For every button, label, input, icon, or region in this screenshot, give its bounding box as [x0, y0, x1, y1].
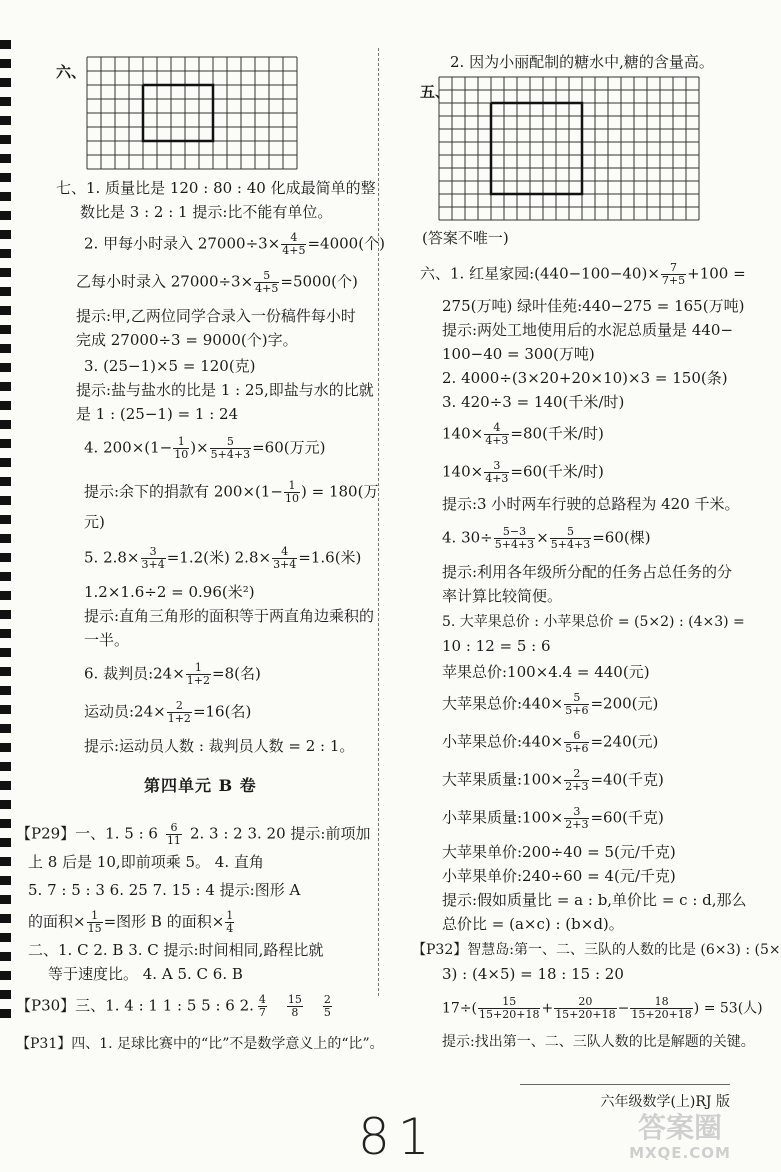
r6-5-small-price: 小苹果单价:240÷60 = 4(元/千克): [442, 867, 676, 885]
fraction: [478, 996, 540, 1021]
numerator: 20: [554, 996, 616, 1009]
denominator: 8: [291, 1006, 299, 1019]
b1-line-4: [28, 910, 235, 935]
r6-3-hint: 提示:3 小时两车行驶的总路程为 420 千米。: [442, 495, 740, 513]
big-mass-text: 大苹果质量:100×: [442, 770, 564, 789]
r6-5-big-mass: [442, 768, 664, 793]
formula-plus: +: [541, 1000, 554, 1017]
r6-5-small-total: [442, 730, 658, 755]
numerator: 6: [166, 822, 182, 835]
binding-hole: [0, 496, 11, 505]
b1-line-2: 上 8 后是 10,即前项乘 5。 4. 直角: [28, 853, 264, 871]
grid-note: (答案不唯一): [422, 229, 509, 247]
fraction: [564, 692, 589, 717]
r6-3b-result: =80(千米/时): [510, 424, 604, 443]
binding-hole: [0, 344, 11, 353]
fraction: [284, 480, 300, 505]
handwritten-page-number: 81: [358, 1108, 438, 1166]
fraction: [630, 996, 692, 1021]
fraction: [258, 994, 267, 1019]
numerator: 4: [281, 232, 306, 245]
binding-hole: [0, 743, 11, 752]
binding-hole: [0, 933, 11, 942]
denominator: 5+6: [565, 742, 589, 755]
fraction: [323, 994, 332, 1019]
small-mass-text: 小苹果质量:100×: [442, 808, 564, 827]
q7-3-line: 3. (25−1)×5 = 120(克): [84, 357, 256, 375]
denominator: 3+4: [141, 558, 165, 571]
watermark-bottom: MXQE.COM: [629, 1144, 731, 1162]
binding-hole: [0, 287, 11, 296]
b4-line: 【P31】四、1. 足球比赛中的“比”不是数学意义上的“比”。: [16, 1036, 384, 1052]
fraction: [550, 526, 591, 551]
binding-hole: [0, 876, 11, 885]
b2-line-2: 等于速度比。 4. A 5. C 6. B: [48, 965, 243, 983]
section-title: 第四单元 B 卷: [144, 776, 257, 795]
wisdom-island-hint: 提示:找出第一、二、三队人数的比是解题的关键。: [442, 1034, 755, 1050]
binding-hole: [0, 610, 11, 619]
q7-4-hint: [84, 480, 378, 505]
small-total-result: =240(元): [590, 732, 659, 751]
b1-text: 【P29】一、1. 5 : 6: [16, 824, 158, 843]
binding-hole: [0, 648, 11, 657]
small-total-text: 小苹果总价:440×: [442, 732, 564, 751]
binding-hole: [0, 781, 11, 790]
r-line-4-2: 2. 因为小丽配制的糖水中,糖的含量高。: [450, 53, 714, 71]
fraction: [494, 526, 535, 551]
fraction: [484, 460, 509, 485]
r6-4-line: [442, 526, 651, 551]
r6-4-hint-2: 率计算比较简便。: [442, 587, 563, 605]
grid-6-svg: [86, 56, 300, 168]
denominator: 5+4+3: [210, 448, 251, 461]
denominator: 5: [323, 1006, 331, 1019]
r6-3c-text: 140×: [442, 462, 484, 481]
numerator: 2: [323, 993, 331, 1006]
binding-hole: [0, 401, 11, 410]
fraction: [141, 546, 166, 571]
binding-hole: [0, 591, 11, 600]
denominator: 1+2: [167, 712, 191, 725]
r6-1-plus: +100 =: [687, 264, 746, 283]
fraction: [186, 662, 211, 687]
q7-4-times: )×: [190, 438, 209, 457]
numerator: 1: [284, 480, 300, 493]
numerator: 4: [258, 993, 266, 1006]
q7-6b-line: [84, 700, 251, 725]
q7-line-2: 数比是 3 : 2 : 1 提示:比不能有单位。: [80, 203, 333, 221]
binding-hole: [0, 553, 11, 562]
fraction: [272, 546, 297, 571]
numerator: 5: [564, 692, 589, 705]
big-total-text: 大苹果总价:440×: [442, 694, 564, 713]
fraction: [210, 436, 251, 461]
denominator: 4+3: [485, 472, 509, 485]
numerator: 15: [287, 993, 302, 1006]
binding-hole: [0, 420, 11, 429]
q7-2b-text: 乙每小时录入 27000÷3×: [76, 272, 254, 291]
binding-hole: [0, 629, 11, 638]
b1-area-mid: =图形 B 的面积×: [103, 912, 225, 931]
wisdom-island-line-2: 3) : (4×5) = 18 : 15 : 20: [442, 965, 624, 983]
binding-hole: [0, 1009, 11, 1018]
r6-5-big-total: [442, 692, 658, 717]
big-mass-result: =40(千克): [590, 770, 664, 789]
denominator: 7+5: [661, 274, 686, 287]
binding-hole: [0, 838, 11, 847]
watermark-top: 答案圈: [637, 1111, 722, 1144]
fraction: [254, 270, 279, 295]
q7-5-hint-1: 提示:直角三角形的面积等于两直角边乘积的: [84, 607, 375, 625]
denominator: 3+4: [273, 558, 297, 571]
q7-5-text: 5. 2.8×: [84, 548, 140, 567]
formula-minus: −: [617, 1000, 630, 1017]
b1-area-text: 的面积×: [28, 912, 86, 931]
wisdom-island-formula: [442, 996, 763, 1021]
q7-4-text: 4. 200×(1−: [84, 438, 173, 457]
binding-hole: [0, 40, 11, 49]
denominator: 5+4+3: [550, 538, 591, 551]
numerator: 15: [478, 996, 540, 1009]
denominator: 2+3: [565, 780, 589, 793]
numerator: 5−3: [494, 526, 535, 539]
denominator: 5+6: [565, 704, 589, 717]
q7-3-hint-1: 提示:盐与盐水的比是 1 : 25,即盐与水的比就: [76, 381, 374, 399]
fraction: [554, 996, 616, 1021]
q7-4-hint-cont: 元): [84, 513, 105, 531]
fraction: [661, 262, 686, 287]
r6-1-hint-2: 100−40 = 300(万吨): [442, 345, 595, 363]
grid-5-svg: [438, 76, 710, 220]
r6-5-total: 苹果总价:100×4.4 = 440(元): [442, 663, 650, 681]
binding-hole: [0, 135, 11, 144]
denominator: 15+20+18: [555, 1008, 616, 1021]
b1-line-3: 5. 7 : 5 : 3 6. 25 7. 15 : 4 提示:图形 A: [28, 881, 301, 899]
numerator: 3: [484, 460, 509, 473]
numerator: 5: [550, 526, 591, 539]
answer-grid-5: [438, 76, 710, 224]
binding-hole: [0, 952, 11, 961]
fraction: [173, 436, 189, 461]
r6-5-line-2: 10 : 12 = 5 : 6: [442, 637, 551, 655]
numerator: 3: [141, 546, 166, 559]
r6-5-big-price: 大苹果单价:200÷40 = 5(元/千克): [442, 843, 676, 861]
binding-hole: [0, 116, 11, 125]
binding-hole: [0, 268, 11, 277]
denominator: 15: [87, 922, 102, 935]
q7-6-hint: 提示:运动员人数 : 裁判员人数 = 2 : 1。: [84, 737, 355, 755]
fraction: [287, 994, 303, 1019]
q7-6-result: =8(名): [212, 664, 261, 683]
numerator: 1: [87, 910, 103, 923]
denominator: 7: [258, 1006, 266, 1019]
q7-2-result: =4000(个): [307, 234, 385, 253]
r6-3b-text: 140×: [442, 424, 484, 443]
q7-4-hint-result: ) = 180(万: [301, 482, 379, 501]
q7-5-area: 1.2×1.6÷2 = 0.96(米²): [84, 583, 255, 601]
numerator: 7: [661, 262, 686, 275]
binding-hole: [0, 515, 11, 524]
denominator: 4: [226, 922, 234, 935]
denominator: 2+3: [565, 818, 589, 831]
numerator: 5: [254, 270, 279, 283]
numerator: 1: [226, 909, 234, 922]
fraction: [166, 822, 182, 847]
b1-line-1: [16, 822, 370, 847]
numerator: 4: [272, 546, 297, 559]
q7-hint-1: 提示:甲,乙两位同学合录入一份稿件每小时: [76, 307, 356, 325]
binding-hole: [0, 230, 11, 239]
question-5-label: 五、: [420, 83, 451, 101]
denominator: 15+20+18: [631, 1008, 692, 1021]
r6-5-hint-2: 总价比 = (a×c) : (b×d)。: [442, 915, 624, 933]
r6-4-text: 4. 30÷: [442, 528, 493, 547]
binding-hole: [0, 78, 11, 87]
q7-hint-2: 完成 27000÷3 = 9000(个)字。: [76, 331, 298, 349]
r6-3b-line: [442, 422, 604, 447]
numerator: 4: [484, 422, 509, 435]
denominator: 10: [285, 492, 299, 505]
binding-hole: [0, 990, 11, 999]
q7-line-1: 七、1. 质量比是 120 : 80 : 40 化成最简单的整: [56, 179, 376, 197]
q7-2b-result: =5000(个): [280, 272, 358, 291]
b3-text: 【P30】三、1. 4 : 1 1 : 5 5 : 6 2.: [16, 996, 254, 1015]
binding-hole: [0, 325, 11, 334]
drawn-shape: [491, 103, 582, 194]
fraction: [167, 700, 192, 725]
binding-hole: [0, 211, 11, 220]
fraction: [281, 232, 306, 257]
binding-hole: [0, 306, 11, 315]
q7-4-line: [84, 436, 325, 461]
binding-hole: [0, 249, 11, 258]
q7-5-mid: =1.2(米) 2.8×: [166, 548, 272, 567]
big-total-result: =200(元): [590, 694, 659, 713]
q7-3-hint-2: 是 1 : (25−1) = 1 : 24: [76, 405, 239, 423]
question-6-label: 六、: [56, 63, 87, 81]
binding-hole: [0, 667, 11, 676]
q7-2-line: [84, 232, 385, 257]
formula-start: 17÷(: [442, 1000, 478, 1017]
q7-2-text: 2. 甲每小时录入 27000÷3×: [84, 234, 281, 253]
binding-hole: [0, 439, 11, 448]
q7-4-hint-text: 提示:余下的捐款有 200×(1−: [84, 482, 283, 501]
fraction: [564, 730, 589, 755]
q7-6b-result: =16(名): [192, 702, 252, 721]
b3-line: [16, 994, 342, 1019]
binding-hole: [0, 363, 11, 372]
denominator: 4+5: [255, 282, 279, 295]
binding-hole: [0, 534, 11, 543]
r6-5-line: 5. 大苹果总价 : 小苹果总价 = (5×2) : (4×3) =: [442, 614, 745, 630]
q7-4-result: =60(万元): [252, 438, 326, 457]
q7-6b-text: 运动员:24×: [84, 702, 166, 721]
r6-1-line-2: 275(万吨) 绿叶佳苑:440−275 = 165(万吨): [442, 297, 745, 315]
r6-1-hint-1: 提示:两处工地使用后的水泥总质量是 440−: [442, 321, 734, 339]
q7-6-line: [84, 662, 261, 687]
binding-hole: [0, 154, 11, 163]
r6-5-small-mass: [442, 806, 664, 831]
denominator: 4+5: [282, 244, 306, 257]
numerator: 18: [630, 996, 692, 1009]
binding-hole: [0, 724, 11, 733]
numerator: 1: [173, 436, 189, 449]
numerator: 6: [564, 730, 589, 743]
binding-hole: [0, 971, 11, 980]
b2-line-1: 二、1. C 2. B 3. C 提示:时间相同,路程比就: [28, 941, 324, 959]
binding-hole: [0, 800, 11, 809]
denominator: 10: [174, 448, 189, 461]
binding-hole: [0, 857, 11, 866]
formula-result: ) = 53(人): [693, 1000, 763, 1017]
fraction: [225, 910, 234, 935]
r6-1-line: [420, 262, 746, 287]
r6-2-line: 2. 4000÷(3×20+20×10)×3 = 150(条): [442, 369, 728, 387]
denominator: 4+3: [485, 434, 509, 447]
q7-5-line: [84, 546, 361, 571]
denominator: 5+4+3: [494, 538, 535, 551]
r6-5-hint-1: 提示:假如质量比 = a : b,单价比 = c : d,那么: [442, 891, 747, 909]
binding-hole: [0, 895, 11, 904]
binding-hole: [0, 762, 11, 771]
binding-hole: [0, 914, 11, 923]
r6-3c-result: =60(千米/时): [510, 462, 604, 481]
binding-hole: [0, 686, 11, 695]
denominator: 15+20+18: [479, 1008, 540, 1021]
answer-grid-6: [86, 56, 300, 172]
r6-1-text: 六、1. 红星家园:(440−100−40)×: [420, 264, 660, 283]
fraction: [484, 422, 509, 447]
binding-hole: [0, 59, 11, 68]
page-footer: 六年级数学(上)RJ 版: [520, 1084, 730, 1111]
fraction: [87, 910, 103, 935]
fraction: [564, 806, 589, 831]
binding-hole: [0, 458, 11, 467]
small-mass-result: =60(千克): [590, 808, 664, 827]
binding-hole: [0, 572, 11, 581]
binding-holes: [0, 40, 12, 1030]
r6-3-line: 3. 420÷3 = 140(千米/时): [442, 393, 625, 411]
binding-hole: [0, 173, 11, 182]
numerator: 2: [564, 768, 589, 781]
binding-hole: [0, 819, 11, 828]
binding-hole: [0, 192, 11, 201]
column-divider: [378, 48, 380, 996]
q7-5-hint-2: 一半。: [84, 631, 130, 649]
q7-5-result: =1.6(米): [298, 548, 362, 567]
binding-hole: [0, 477, 11, 486]
numerator: 5: [210, 436, 251, 449]
numerator: 3: [564, 806, 589, 819]
r6-4-times: ×: [536, 528, 549, 547]
q7-6-text: 6. 裁判员:24×: [84, 664, 185, 683]
wisdom-island-line-1: 【P32】智慧岛:第一、二、三队的人数的比是 (6×3) : (5×: [412, 942, 781, 958]
b1-rest: 2. 3 : 2 3. 20 提示:前项加: [189, 824, 371, 843]
r6-4-result: =60(棵): [592, 528, 651, 547]
binding-hole: [0, 97, 11, 106]
denominator: 1+2: [186, 674, 211, 687]
r6-4-hint-1: 提示:利用各年级所分配的任务占总任务的分: [442, 563, 733, 581]
binding-hole: [0, 382, 11, 391]
r6-3c-line: [442, 460, 604, 485]
binding-hole: [0, 705, 11, 714]
fraction: [564, 768, 589, 793]
numerator: 2: [167, 700, 192, 713]
q7-2b-line: [76, 270, 358, 295]
watermark-logo: [615, 1112, 745, 1162]
denominator: 11: [166, 834, 181, 847]
numerator: 1: [186, 662, 211, 675]
